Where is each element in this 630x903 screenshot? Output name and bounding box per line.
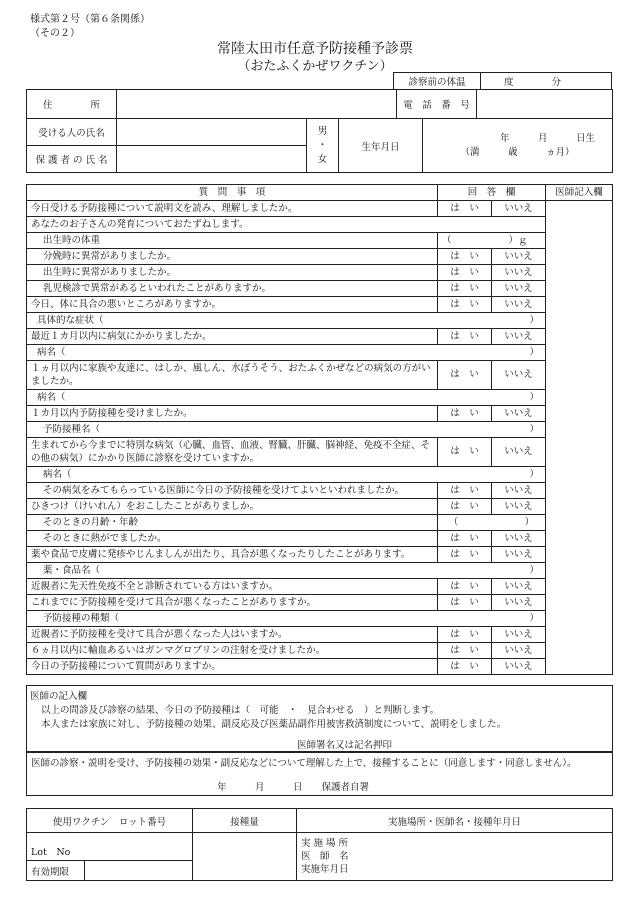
- illness-name-label: 病名（: [37, 391, 66, 403]
- question-text: 今日受ける予防接種について説明文を読み、理解しましたか。: [27, 201, 438, 217]
- illness-name-input[interactable]: [27, 345, 546, 361]
- question-header: 質 問 事 項: [27, 185, 438, 201]
- yes-option[interactable]: は い: [438, 406, 492, 422]
- vaccine-type-label: 予防接種の種類（: [43, 612, 120, 624]
- illness-name-label: 病名（: [37, 346, 66, 358]
- temperature-label: 診察前の体温: [394, 73, 481, 90]
- address-input[interactable]: [117, 90, 397, 119]
- no-option[interactable]: いいえ: [492, 361, 546, 390]
- consent-text[interactable]: 医師の診察・説明を受け、予防接種の効果・副反応などについて理解した上で、接種することに（同意します・同意しません）。: [31, 758, 577, 769]
- doctor-notes-column[interactable]: [546, 201, 613, 675]
- lot-label: Lot No: [31, 847, 71, 858]
- question-text: その病気をみてもらっている医師に今日の予防接種を受けてよいといわれましたか。: [27, 483, 438, 499]
- yes-option[interactable]: は い: [438, 499, 492, 515]
- vaccine-lot-header: 使用ワクチン ロット番号: [27, 809, 193, 833]
- guardian-name-label: 保 護 者 の 氏 名: [27, 146, 117, 173]
- vaccine-name-input[interactable]: [27, 422, 546, 438]
- doctor-judgement-line: 以上の問診及び診察の結果、今日の予防接種は（ 可能 ・ 見合わせる ）と判断します。: [41, 705, 440, 716]
- yes-option[interactable]: は い: [438, 643, 492, 659]
- page-subtitle: （おたふくかぜワクチン）: [237, 59, 393, 74]
- no-option[interactable]: いいえ: [492, 329, 546, 345]
- question-text: １カ月以内予防接種を受けましたか。: [27, 406, 438, 422]
- close-paren: ）: [529, 423, 540, 435]
- question-text: 近親者に予防接種を受けて具合が悪くなった人はいますか。: [27, 627, 438, 643]
- question-text: 今日の予防接種について質問がありますか。: [27, 659, 438, 675]
- drug-food-label: 薬・食品名（: [43, 564, 101, 576]
- person-name-input[interactable]: [117, 119, 307, 146]
- minute-unit: 分: [551, 77, 561, 88]
- illness-name-input[interactable]: [27, 467, 546, 483]
- yes-option[interactable]: は い: [438, 249, 492, 265]
- guardian-signature[interactable]: 年 月 日 保護者自署: [217, 782, 370, 793]
- expiry-label: 有効期限: [27, 861, 85, 881]
- close-paren: ）: [529, 391, 540, 403]
- close-paren: ）: [529, 314, 540, 326]
- temperature-table: [393, 72, 612, 90]
- sex-male[interactable]: 男: [317, 125, 328, 137]
- dose-header: 接種量: [193, 809, 297, 833]
- no-option[interactable]: いいえ: [492, 297, 546, 313]
- question-text: そのときの月齢・年齢: [27, 515, 438, 531]
- yes-option[interactable]: は い: [438, 531, 492, 547]
- degree-unit: 度: [503, 77, 514, 88]
- no-option[interactable]: いいえ: [492, 249, 546, 265]
- place-header: 実施場所・医師名・接種年月日: [297, 809, 613, 833]
- dob-date-line: 年 月 日生: [500, 132, 596, 144]
- phone-label: 電 話 番 号: [397, 90, 477, 119]
- yes-option[interactable]: は い: [438, 201, 492, 217]
- seizure-age-input[interactable]: （ ）: [438, 515, 546, 531]
- dob-label: 生年月日: [339, 119, 423, 173]
- no-option[interactable]: いいえ: [492, 595, 546, 611]
- page-title: 常陸太田市任意予防接種予診票: [217, 41, 413, 57]
- question-text: 乳児検診で異常があるといわれたことがありますか。: [27, 281, 438, 297]
- place-label: 実 施 場 所: [301, 838, 349, 849]
- yes-option[interactable]: は い: [438, 297, 492, 313]
- no-option[interactable]: いいえ: [492, 281, 546, 297]
- person-name-label: 受ける人の氏名: [27, 119, 117, 146]
- lot-number-field[interactable]: [27, 833, 193, 861]
- question-text: 出生時に異常がありましたか。: [27, 265, 438, 281]
- consent-box: [26, 751, 613, 796]
- symptoms-input[interactable]: [27, 313, 546, 329]
- sex-selector[interactable]: [307, 119, 339, 173]
- yes-option[interactable]: は い: [438, 627, 492, 643]
- no-option[interactable]: いいえ: [492, 531, 546, 547]
- sex-dot: ・: [317, 139, 328, 151]
- no-option[interactable]: いいえ: [492, 579, 546, 595]
- birth-weight-input[interactable]: （ ）ｇ: [438, 233, 546, 249]
- yes-option[interactable]: は い: [438, 659, 492, 675]
- sex-female[interactable]: 女: [317, 153, 328, 165]
- doctor-signature[interactable]: 医師署名又は記名押印: [297, 740, 393, 751]
- vaccine-type-input[interactable]: [27, 611, 546, 627]
- question-text: 薬や食品で皮膚に発疹やじんましんが出たり、具合が悪くなったりしたことがあります。: [27, 547, 438, 563]
- no-option[interactable]: いいえ: [492, 547, 546, 563]
- question-text: ６ヵ月以内に輸血あるいはガンマグロブリンの注射を受けましたか。: [27, 643, 438, 659]
- question-text: ひきつけ（けいれん）をおこしたことがありましか。: [27, 499, 438, 515]
- no-option[interactable]: いいえ: [492, 265, 546, 281]
- question-text: 近親者に先天性免疫不全と診断されている方はいますか。: [27, 579, 438, 595]
- vaccine-name-label: 予防接種名（: [43, 423, 101, 435]
- questionnaire-table: [26, 184, 613, 675]
- address-label: 住 所: [27, 90, 117, 119]
- expiry-input[interactable]: [85, 861, 193, 881]
- guardian-name-input[interactable]: [117, 146, 307, 173]
- yes-option[interactable]: は い: [438, 361, 492, 390]
- dob-input[interactable]: [423, 119, 613, 173]
- illness-name-label: 病名（: [43, 468, 72, 480]
- doctor-note-box: [26, 685, 613, 753]
- no-option[interactable]: いいえ: [492, 627, 546, 643]
- age-line: （満 歳 ヵ月）: [460, 146, 575, 158]
- form-subnumber: （その２）: [30, 28, 80, 39]
- question-text: １ヵ月以内に家族や友達に、はしか、風しん、水ぼうそう、おたふくかぜなどの病気の方がいましたか。: [27, 361, 438, 390]
- no-option[interactable]: いいえ: [492, 643, 546, 659]
- question-text: 今日、体に具合の悪いところがありますか。: [27, 297, 438, 313]
- personal-info-table: [26, 89, 613, 173]
- yes-option[interactable]: は い: [438, 579, 492, 595]
- answer-header: 回 答 欄: [438, 185, 546, 201]
- question-text: 生まれてから今までに特別な病気（心臓、血管、血液、腎臓、肝臓、脳神経、免疫不全症、その他の病気）にかかり医師に診察を受けていますか。: [27, 438, 438, 467]
- yes-option[interactable]: は い: [438, 265, 492, 281]
- implementation-table: [26, 808, 613, 881]
- no-option[interactable]: いいえ: [492, 201, 546, 217]
- no-option[interactable]: いいえ: [492, 659, 546, 675]
- no-option[interactable]: いいえ: [492, 406, 546, 422]
- close-paren: ）: [529, 612, 540, 624]
- yes-option[interactable]: は い: [438, 281, 492, 297]
- yes-option[interactable]: は い: [438, 329, 492, 345]
- yes-option[interactable]: は い: [438, 547, 492, 563]
- yes-option[interactable]: は い: [438, 483, 492, 499]
- dose-field[interactable]: [193, 833, 297, 881]
- yes-option[interactable]: は い: [438, 595, 492, 611]
- question-text: そのときに熱がでましたか。: [27, 531, 438, 547]
- no-option[interactable]: いいえ: [492, 499, 546, 515]
- close-paren: ）: [529, 468, 540, 480]
- doctor-note-label: 医師の記入欄: [30, 691, 88, 702]
- temperature-field[interactable]: [481, 73, 612, 90]
- question-text: これまでに予防接種を受けて具合が悪くなったことがありますか。: [27, 595, 438, 611]
- question-text: 出生時の体重: [27, 233, 438, 249]
- close-paren: ）: [529, 346, 540, 358]
- form-number: 様式第２号（第６条関係）: [30, 14, 150, 25]
- no-option[interactable]: いいえ: [492, 483, 546, 499]
- question-text: 最近１カ月以内に病気にかかりましたか。: [27, 329, 438, 345]
- symptoms-label: 具体的な症状（: [37, 314, 104, 326]
- doctor-name-label: 医 師 名: [301, 851, 349, 862]
- doctor-explanation-line: 本人または家族に対し、予防接種の効果、副反応及び医薬品副作用被害救済制度について、説明をしました。: [41, 719, 507, 730]
- close-paren: ）: [529, 564, 540, 576]
- place-doctor-date-field[interactable]: [297, 833, 613, 881]
- implementation-date-label: 実施年月日: [301, 864, 349, 875]
- illness-name-input[interactable]: [27, 390, 546, 406]
- drug-food-name-input[interactable]: [27, 563, 546, 579]
- no-option[interactable]: いいえ: [492, 438, 546, 467]
- doctor-header: 医師記入欄: [546, 185, 613, 201]
- yes-option[interactable]: は い: [438, 438, 492, 467]
- question-text: 分娩時に異常がありましたか。: [27, 249, 438, 265]
- table-row: [27, 201, 613, 217]
- phone-input[interactable]: [477, 90, 613, 119]
- question-text: あなたのお子さんの発育についておたずねします。: [27, 217, 546, 233]
